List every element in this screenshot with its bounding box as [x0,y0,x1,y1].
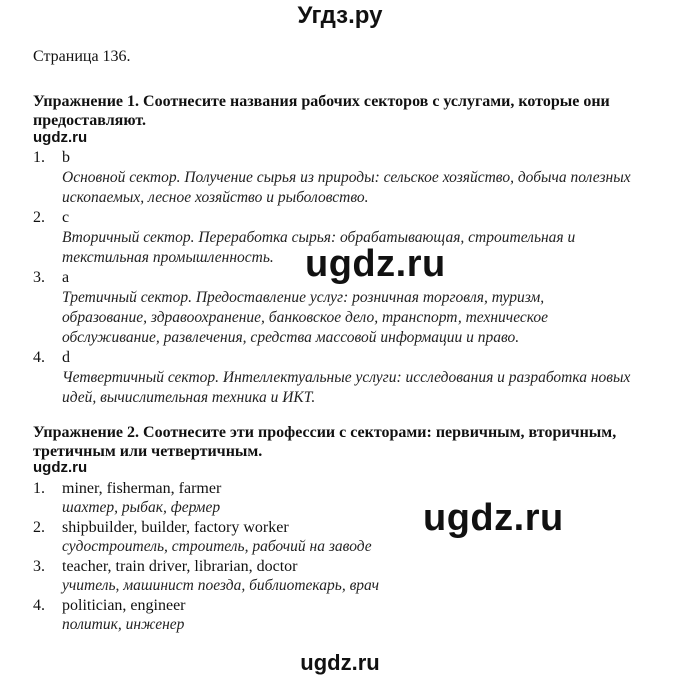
item-russian: судостроитель, строитель, рабочий на заводе [62,538,372,555]
item-english: teacher, train driver, librarian, doctor [62,558,298,575]
list-item [33,148,633,208]
item-number: 1. [33,480,45,497]
item-description: Третичный сектор. Предоставление услуг: розничная торговля, туризм, образование, здравоохранение, банковское дело, транспорт, техническое обслуживание, развлечения, средства массовой информации и право. [62,289,549,346]
item-english: politician, engineer [62,597,186,614]
item-description: Вторичный сектор. Переработка сырья: обрабатывающая, строительная и текстильная промышленность. [62,229,576,266]
item-english: miner, fisherman, farmer [62,480,222,497]
item-answer: a [62,269,70,286]
item-russian: учитель, машинист поезда, библиотекарь, врач [62,577,379,594]
item-number: 2. [33,519,45,536]
list-item [33,596,633,635]
item-answer: b [62,149,70,166]
watermark-small-2: ugdz.ru [33,459,88,476]
site-title: Угдз.ру [297,2,383,29]
watermark-small-1: ugdz.ru [33,129,88,146]
item-number: 3. [33,269,45,286]
item-russian: шахтер, рыбак, фермер [62,499,221,516]
watermark-large-1: ugdz.ru [305,243,446,285]
item-description: Основной сектор. Получение сырья из природы: сельское хозяйство, добыча полезных ископаемых, лесное хозяйство и рыболовство. [62,169,631,206]
item-number: 3. [33,558,45,575]
item-number: 4. [33,349,45,366]
item-description: Четвертичный сектор. Интеллектуальные услуги: исследования и разработка новых идей, вычислительная техника и ИКТ. [62,369,631,406]
item-answer: d [62,349,70,366]
watermark-bottom: ugdz.ru [300,650,380,675]
item-answer: c [62,209,70,226]
exercise2-heading: Упражнение 2. Соотнесите эти профессии с секторами: первичным, вторичным, третичным или четвертичным. [33,424,617,460]
item-number: 4. [33,597,45,614]
item-russian: политик, инженер [62,616,185,633]
list-item [33,557,633,596]
item-number: 2. [33,209,45,226]
page-label: Страница 136. [33,48,131,65]
watermark-large-2: ugdz.ru [423,497,564,539]
exercise1-heading: Упражнение 1. Соотнесите названия рабочих секторов с услугами, которые они предоставляют. [33,93,610,129]
list-item [33,348,633,408]
item-number: 1. [33,149,45,166]
item-english: shipbuilder, builder, factory worker [62,519,289,536]
